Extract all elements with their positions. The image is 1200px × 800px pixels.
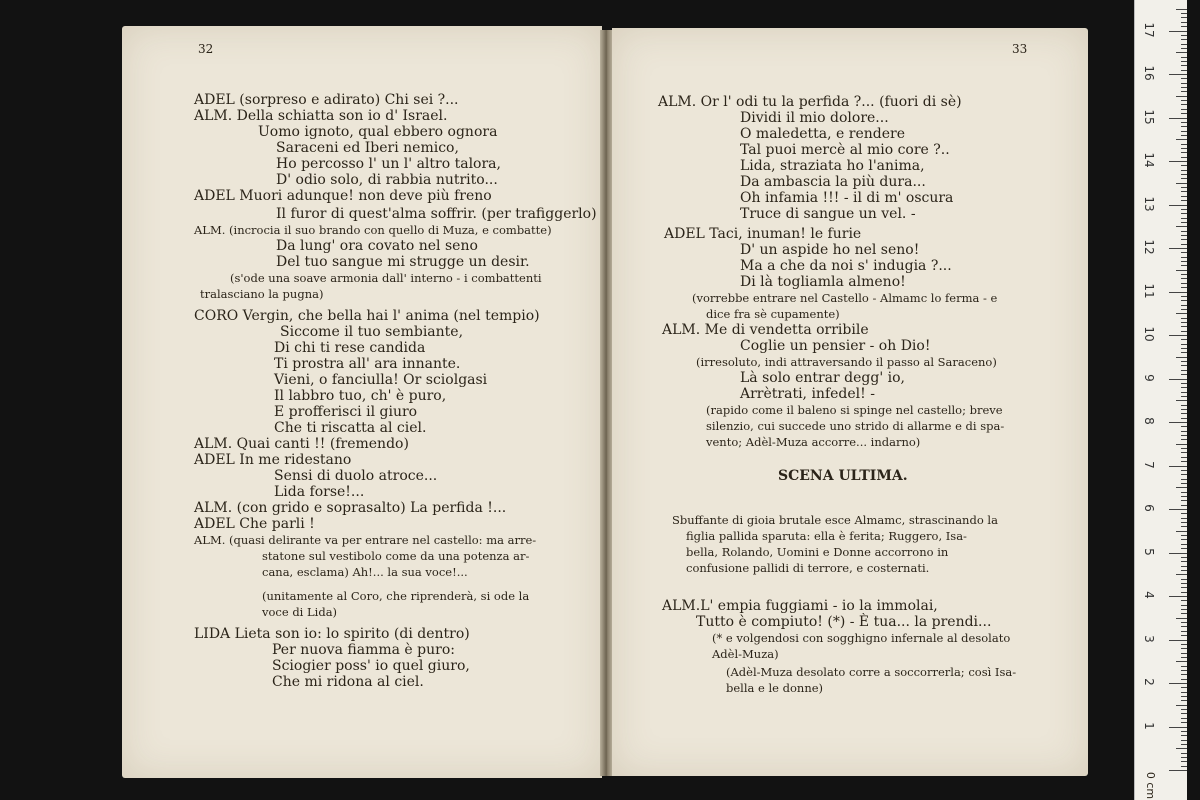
left-page-text-line: (unitamente al Coro, che riprenderà, si ode la: [262, 589, 530, 603]
ruler-tick: [1181, 109, 1187, 110]
ruler-tick: [1181, 239, 1187, 240]
ruler-tick: [1181, 287, 1187, 288]
ruler-tick: [1181, 305, 1187, 306]
ruler-tick: [1181, 396, 1187, 397]
ruler-tick: [1181, 78, 1187, 79]
ruler-tick: [1181, 22, 1187, 23]
ruler-tick: [1181, 231, 1187, 232]
ruler-tick: [1181, 566, 1187, 567]
ruler-tick: [1169, 335, 1187, 336]
right-page-text-line: Tal puoi mercè al mio core ?..: [740, 142, 950, 158]
ruler-tick: [1181, 679, 1187, 680]
ruler-tick: [1169, 161, 1187, 162]
ruler-tick: [1181, 648, 1187, 649]
ruler-tick: [1181, 561, 1187, 562]
ruler-tick: [1181, 322, 1187, 323]
left-page-text-line: Da lung' ora covato nel seno: [276, 238, 478, 254]
left-page-text-line: Lida forse!...: [274, 484, 365, 500]
ruler-tick: [1169, 770, 1187, 771]
ruler-tick: [1176, 705, 1187, 706]
left-page-text-line: Siccome il tuo sembiante,: [280, 324, 464, 340]
ruler-tick: [1181, 218, 1187, 219]
ruler-tick: [1181, 13, 1187, 14]
ruler-tick: [1181, 17, 1187, 18]
left-page-text-line: ALM. Quai canti !! (fremendo): [194, 436, 409, 452]
ruler-unit-label: 0 cm: [1144, 771, 1158, 800]
right-page-text-line: Arrètrati, infedel! -: [740, 386, 875, 402]
ruler-tick: [1176, 574, 1187, 575]
ruler-number: 16: [1142, 65, 1156, 81]
left-page-text-line: cana, esclama) Ah!... la sua voce!...: [262, 565, 468, 579]
right-page-text-line: (Adèl-Muza desolato corre a soccorrerla; così Isa-: [726, 665, 1017, 679]
ruler-tick: [1181, 518, 1187, 519]
ruler-tick: [1181, 370, 1187, 371]
left-page-text-line: Il labbro tuo, ch' è puro,: [274, 388, 447, 404]
ruler-tick: [1181, 344, 1187, 345]
ruler-tick: [1181, 365, 1187, 366]
ruler-tick: [1181, 448, 1187, 449]
right-page-text-line: Ma a che da noi s' indugia ?...: [740, 258, 952, 274]
ruler-tick: [1181, 583, 1187, 584]
ruler-tick: [1181, 526, 1187, 527]
left-page-text-line: Ho percosso l' un l' altro talora,: [276, 156, 501, 172]
ruler-tick: [1169, 379, 1187, 380]
ruler-tick: [1181, 244, 1187, 245]
ruler-tick: [1181, 213, 1187, 214]
ruler-tick: [1181, 91, 1187, 92]
right-page-text-line: Di là togliamla almeno!: [740, 274, 906, 290]
ruler-tick: [1181, 731, 1187, 732]
ruler-tick: [1181, 722, 1187, 723]
right-page-text-line: ALM. Me di vendetta orribile: [662, 322, 869, 338]
ruler-tick: [1181, 635, 1187, 636]
ruler-tick: [1176, 313, 1187, 314]
ruler-tick: [1181, 387, 1187, 388]
left-page-text-line: ADEL In me ridestano: [194, 452, 352, 468]
ruler-tick: [1181, 326, 1187, 327]
ruler-tick: [1181, 135, 1187, 136]
ruler-number: 17: [1142, 21, 1156, 38]
ruler-tick: [1169, 118, 1187, 119]
left-page-text-line: Sensi di duolo atroce...: [274, 468, 438, 484]
ruler-tick: [1181, 587, 1187, 588]
ruler-tick: [1181, 278, 1187, 279]
ruler-tick: [1181, 70, 1187, 71]
ruler-tick: [1181, 513, 1187, 514]
ruler-tick: [1169, 640, 1187, 641]
ruler-number: 5: [1142, 547, 1156, 556]
right-page-text-line: silenzio, cui succede uno strido di allarme e di spa-: [706, 419, 1005, 433]
ruler-tick: [1169, 509, 1187, 510]
left-page-number: 32: [198, 42, 214, 56]
ruler-tick: [1176, 400, 1187, 401]
ruler-tick: [1181, 57, 1187, 58]
ruler-tick: [1181, 470, 1187, 471]
ruler-tick: [1181, 431, 1187, 432]
ruler-tick: [1181, 670, 1187, 671]
right-page-text-line: Sbuffante di gioia brutale esce Almamc, strascinando la: [672, 513, 998, 527]
ruler-tick: [1181, 657, 1187, 658]
ruler-tick: [1181, 148, 1187, 149]
ruler-number: 4: [1142, 591, 1156, 599]
ruler-tick: [1181, 26, 1187, 27]
left-page-text-line: ADEL (sorpreso e adirato) Chi sei ?...: [194, 92, 459, 108]
right-page-text-line: Tutto è compiuto! (*) - È tua... la prendi...: [696, 614, 992, 630]
ruler-tick: [1181, 165, 1187, 166]
ruler-tick: [1181, 104, 1187, 105]
right-page-text-line: Oh infamia !!! - il di m' oscura: [740, 190, 954, 206]
ruler-tick: [1181, 622, 1187, 623]
ruler-tick: [1181, 418, 1187, 419]
ruler-tick: [1181, 557, 1187, 558]
ruler-tick: [1181, 718, 1187, 719]
left-page-text-line: ALM. (con grido e soprasalto) La perfida !...: [194, 500, 507, 516]
ruler-tick: [1169, 292, 1187, 293]
right-page-text-line: Da ambascia la più dura...: [740, 174, 926, 190]
ruler-tick: [1181, 539, 1187, 540]
right-page-number: 33: [1012, 42, 1028, 56]
ruler-tick: [1176, 357, 1187, 358]
ruler-tick: [1181, 35, 1187, 36]
right-page-text-line: bella e le donne): [726, 681, 824, 695]
ruler-tick: [1181, 339, 1187, 340]
ruler-number: 11: [1142, 282, 1156, 299]
ruler-number: 2: [1142, 678, 1156, 686]
ruler-tick: [1181, 435, 1187, 436]
right-page-text-line: (vorrebbe entrare nel Castello - Almamc lo ferma - e: [692, 291, 998, 305]
ruler-tick: [1181, 196, 1187, 197]
right-page-text-line: vento; Adèl-Muza accorre... indarno): [706, 435, 921, 449]
ruler-tick: [1181, 644, 1187, 645]
ruler-tick: [1176, 618, 1187, 619]
ruler-tick: [1181, 613, 1187, 614]
ruler-tick: [1181, 687, 1187, 688]
ruler-tick: [1181, 492, 1187, 493]
ruler-tick: [1181, 257, 1187, 258]
left-page-text-line: Il furor di quest'alma soffrir. (per trafiggerlo): [276, 206, 597, 222]
left-page-text-line: voce di Lida): [262, 605, 338, 619]
ruler-tick: [1181, 700, 1187, 701]
ruler-tick: [1169, 683, 1187, 684]
ruler-number: 6: [1142, 504, 1156, 512]
ruler-tick: [1181, 348, 1187, 349]
left-page-text-line: Che mi ridona al ciel.: [272, 674, 424, 690]
left-page-text-line: LIDA Lieta son io: lo spirito (di dentro): [194, 626, 470, 642]
ruler-tick: [1181, 178, 1187, 179]
left-page-text-line: ADEL Che parli !: [194, 516, 315, 532]
ruler-tick: [1176, 748, 1187, 749]
ruler-tick: [1181, 309, 1187, 310]
ruler-tick: [1176, 139, 1187, 140]
ruler-number: 9: [1142, 373, 1156, 382]
ruler-tick: [1181, 579, 1187, 580]
measuring-ruler: [1134, 0, 1187, 800]
ruler-tick: [1181, 200, 1187, 201]
ruler-tick: [1181, 483, 1187, 484]
ruler-tick: [1181, 144, 1187, 145]
ruler-tick: [1181, 383, 1187, 384]
right-page-text-line: confusione pallidi di terrore, e costernati.: [686, 561, 930, 575]
right-page-text-line: bella, Rolando, Uomini e Donne accorrono in: [686, 545, 949, 559]
ruler-tick: [1181, 87, 1187, 88]
ruler-tick: [1181, 283, 1187, 284]
ruler-tick: [1181, 761, 1187, 762]
ruler-tick: [1181, 235, 1187, 236]
ruler-tick: [1181, 631, 1187, 632]
right-page-text-line: (irresoluto, indi attraversando il passo al Saraceno): [696, 355, 997, 369]
ruler-tick: [1181, 740, 1187, 741]
ruler-tick: [1181, 609, 1187, 610]
left-page-text-line: Vieni, o fanciulla! Or sciolgasi: [274, 372, 488, 388]
ruler-tick: [1181, 522, 1187, 523]
ruler-tick: [1181, 426, 1187, 427]
ruler-tick: [1181, 261, 1187, 262]
ruler-tick: [1181, 187, 1187, 188]
ruler-tick: [1181, 170, 1187, 171]
right-page-text-line: figlia pallida sparuta: ella è ferita; Ruggero, Isa-: [686, 529, 967, 543]
ruler-tick: [1181, 61, 1187, 62]
ruler-tick: [1181, 674, 1187, 675]
ruler-tick: [1181, 535, 1187, 536]
right-page-text-line: Là solo entrar degg' io,: [740, 370, 905, 386]
ruler-tick: [1181, 696, 1187, 697]
right-page-text-line: Adèl-Muza): [712, 647, 779, 661]
left-page-text-line: (s'ode una soave armonia dall' interno - i combattenti: [230, 271, 542, 285]
ruler-tick: [1181, 100, 1187, 101]
right-page-text-line: ADEL Taci, inuman! le furie: [664, 226, 862, 242]
ruler-tick: [1181, 496, 1187, 497]
ruler-tick: [1181, 152, 1187, 153]
ruler-tick: [1181, 83, 1187, 84]
ruler-tick: [1181, 753, 1187, 754]
ruler-tick: [1181, 570, 1187, 571]
ruler-tick: [1169, 596, 1187, 597]
ruler-tick: [1169, 553, 1187, 554]
left-page-text-line: ADEL Muori adunque! non deve più freno: [194, 188, 492, 204]
left-page-text-line: statone sul vestibolo come da una potenza ar-: [262, 549, 530, 563]
ruler-tick: [1176, 487, 1187, 488]
ruler-tick: [1181, 452, 1187, 453]
ruler-tick: [1181, 44, 1187, 45]
ruler-tick: [1169, 727, 1187, 728]
left-page-text-line: D' odio solo, di rabbia nutrito...: [276, 172, 498, 188]
right-page-text-line: (* e volgendosi con sogghigno infernale al desolato: [712, 631, 1011, 645]
ruler-tick: [1181, 252, 1187, 253]
right-page-text-line: ALM.L' empia fuggiami - io la immolai,: [662, 598, 938, 614]
ruler-tick: [1181, 300, 1187, 301]
ruler-tick: [1169, 248, 1187, 249]
ruler-tick: [1181, 592, 1187, 593]
ruler-tick: [1181, 500, 1187, 501]
ruler-tick: [1181, 548, 1187, 549]
right-page-text-line: ALM. Or l' odi tu la perfida ?... (fuori di sè): [658, 94, 962, 110]
ruler-tick: [1181, 331, 1187, 332]
left-page-text-line: E profferisci il giuro: [274, 404, 418, 420]
ruler-tick: [1181, 405, 1187, 406]
ruler-number: 1: [1142, 721, 1156, 730]
left-page-text-line: Per nuova fiamma è puro:: [272, 642, 455, 658]
ruler-tick: [1176, 183, 1187, 184]
ruler-tick: [1181, 626, 1187, 627]
ruler-tick: [1181, 318, 1187, 319]
ruler-tick: [1181, 113, 1187, 114]
ruler-tick: [1169, 31, 1187, 32]
right-page-text-line: Coglie un pensier - oh Dio!: [740, 338, 931, 354]
ruler-tick: [1181, 409, 1187, 410]
ruler-tick: [1176, 444, 1187, 445]
ruler-number: 3: [1142, 634, 1156, 643]
ruler-tick: [1169, 466, 1187, 467]
ruler-tick: [1181, 361, 1187, 362]
left-page-text-line: Sciogier poss' io quel giuro,: [272, 658, 470, 674]
right-page-text-line: SCENA ULTIMA.: [778, 468, 908, 484]
left-page-text-line: CORO Vergin, che bella hai l' anima (nel tempio): [194, 308, 540, 324]
ruler-tick: [1176, 661, 1187, 662]
ruler-tick: [1176, 270, 1187, 271]
ruler-tick: [1169, 74, 1187, 75]
left-page-text-line: Del tuo sangue mi strugge un desir.: [276, 254, 530, 270]
ruler-tick: [1181, 352, 1187, 353]
ruler-number: 7: [1142, 460, 1156, 469]
right-page-text-line: Lida, straziata ho l'anima,: [740, 158, 925, 174]
ruler-tick: [1181, 39, 1187, 40]
ruler-number: 13: [1142, 195, 1156, 212]
ruler-tick: [1169, 422, 1187, 423]
ruler-tick: [1181, 274, 1187, 275]
ruler-tick: [1176, 52, 1187, 53]
left-page-text-line: Che ti riscatta al ciel.: [274, 420, 427, 436]
right-page-text-line: Dividi il mio dolore...: [740, 110, 889, 126]
right-page-text-line: (rapido come il baleno si spinge nel castello; breve: [706, 403, 1003, 417]
ruler-number: 10: [1142, 326, 1156, 342]
left-page-text-line: tralasciano la pugna): [200, 287, 324, 301]
right-page-text-line: dice fra sè cupamente): [706, 307, 840, 321]
right-page-text-line: Truce di sangue un vel. -: [740, 206, 916, 222]
ruler-tick: [1181, 474, 1187, 475]
ruler-tick: [1181, 713, 1187, 714]
ruler-tick: [1181, 191, 1187, 192]
ruler-tick: [1176, 531, 1187, 532]
ruler-tick: [1181, 126, 1187, 127]
ruler-tick: [1181, 296, 1187, 297]
ruler-tick: [1181, 757, 1187, 758]
ruler-number: 15: [1142, 108, 1156, 125]
ruler-tick: [1181, 209, 1187, 210]
ruler-tick: [1181, 709, 1187, 710]
ruler-tick: [1181, 766, 1187, 767]
left-page-text-line: Uomo ignoto, qual ebbero ognora: [258, 124, 498, 140]
ruler-tick: [1181, 157, 1187, 158]
left-page-text-line: ALM. (incrocia il suo brando con quello di Muza, e combatte): [194, 223, 552, 237]
ruler-tick: [1181, 122, 1187, 123]
ruler-tick: [1181, 605, 1187, 606]
ruler-tick: [1181, 692, 1187, 693]
right-page-text-line: O maledetta, e rendere: [740, 126, 906, 142]
ruler-tick: [1181, 131, 1187, 132]
ruler-tick: [1181, 653, 1187, 654]
left-page-text-line: Ti prostra all' ara innante.: [274, 356, 461, 372]
ruler-number: 14: [1142, 152, 1156, 168]
ruler-tick: [1181, 505, 1187, 506]
ruler-tick: [1176, 96, 1187, 97]
ruler-tick: [1181, 392, 1187, 393]
ruler-tick: [1181, 65, 1187, 66]
left-page-text-line: ALM. Della schiatta son io d' Israel.: [194, 108, 448, 124]
ruler-tick: [1169, 205, 1187, 206]
ruler-tick: [1181, 479, 1187, 480]
ruler-tick: [1181, 544, 1187, 545]
left-page-text-line: Di chi ti rese candida: [274, 340, 426, 356]
right-page-text-line: D' un aspide ho nel seno!: [740, 242, 920, 258]
ruler-tick: [1181, 265, 1187, 266]
ruler-tick: [1181, 666, 1187, 667]
ruler-tick: [1181, 222, 1187, 223]
ruler-tick: [1176, 9, 1187, 10]
ruler-tick: [1181, 48, 1187, 49]
ruler-number: 12: [1142, 239, 1156, 255]
left-page-text-line: Saraceni ed Iberi nemico,: [276, 140, 459, 156]
left-page-text-line: ALM. (quasi delirante va per entrare nel castello: ma arre-: [194, 533, 537, 547]
ruler-tick: [1181, 439, 1187, 440]
ruler-tick: [1181, 413, 1187, 414]
ruler-tick: [1181, 600, 1187, 601]
ruler-tick: [1181, 735, 1187, 736]
ruler-tick: [1181, 174, 1187, 175]
ruler-tick: [1181, 744, 1187, 745]
ruler-number: 8: [1142, 417, 1156, 425]
ruler-tick: [1181, 457, 1187, 458]
ruler-tick: [1181, 374, 1187, 375]
ruler-tick: [1176, 226, 1187, 227]
ruler-tick: [1181, 461, 1187, 462]
